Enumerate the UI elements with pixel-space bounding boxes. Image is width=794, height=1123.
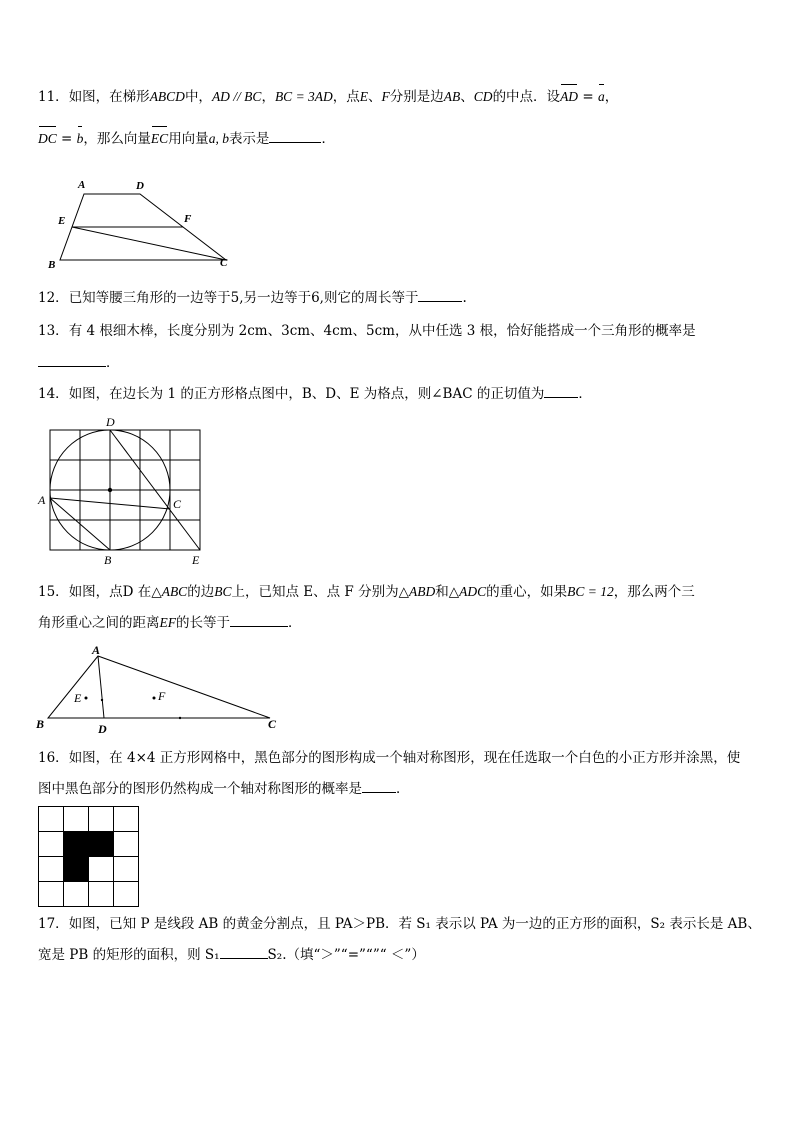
label-a: A [92, 643, 101, 657]
answer-blank[interactable] [418, 289, 462, 302]
grid-4x4-figure [38, 806, 140, 908]
math: BC [214, 584, 232, 599]
vector-ec: EC [151, 129, 168, 149]
answer-blank[interactable] [220, 946, 268, 959]
text: 的长等于 [176, 615, 230, 631]
text: 和 [435, 584, 449, 600]
vector-ad: AD [560, 87, 578, 107]
math: F [381, 89, 390, 104]
math: a, b [208, 131, 229, 146]
vector-a: a [598, 87, 605, 107]
text: 有 4 根细木棒，长度分别为 2cm、3cm、4cm、5cm，从中任选 3 根，恰好能搭成一个三角形的概率是 [68, 323, 696, 339]
text: ． [578, 386, 592, 402]
grid-circle-figure [34, 412, 214, 572]
math: = [578, 89, 598, 105]
text: 如图，在边长为 1 的正方形格点图中，B、D、E 为格点，则∠BAC 的正切值为 [68, 386, 545, 402]
label-c: C [173, 497, 182, 511]
trapezoid-figure [44, 172, 244, 282]
text: 的边 [187, 584, 215, 600]
label-b: B [48, 259, 56, 271]
label-f: F [158, 689, 166, 703]
center-dot [108, 488, 112, 492]
text: ． [106, 355, 120, 371]
question-number: 14． [38, 386, 69, 402]
text: 图中黑色部分的图形仍然构成一个轴对称图形的概率是 [38, 781, 362, 797]
math: BC = 12 [567, 584, 614, 599]
vector-dc: DC [38, 129, 57, 149]
label-d: D [136, 180, 144, 192]
grid-lines [50, 430, 200, 550]
text: . [462, 290, 467, 306]
question-number: 16． [38, 750, 69, 766]
question-15-line-2 [38, 613, 302, 633]
question-number: 13． [38, 323, 69, 339]
answer-blank[interactable] [362, 780, 396, 793]
text: 已知等腰三角形的一边等于5,另一边等于6,则它的周长等于 [68, 290, 419, 306]
answer-blank[interactable] [230, 614, 288, 627]
text: S₂.（填“＞”“=”“”“ ＜”） [267, 947, 425, 963]
text: 如图，在 4×4 正方形网格中，黑色部分的图形构成一个轴对称图形，现在任选取一个白色的小正方形并涂黑，使 [68, 750, 741, 766]
label-d: D [98, 722, 107, 736]
text: 如图，在梯形 [68, 89, 150, 105]
math: = [56, 131, 77, 147]
label-d: D [106, 415, 115, 429]
label-e: E [192, 553, 200, 567]
question-14 [38, 384, 592, 404]
math: CD [473, 89, 493, 104]
math: △ABC [151, 584, 188, 599]
math: △ABD [398, 584, 436, 599]
text: ，那么向量 [83, 131, 151, 147]
answer-blank[interactable] [544, 385, 578, 398]
text: 用向量 [168, 131, 209, 147]
text: 如图，已知 P 是线段 AB 的黄金分割点，且 PA＞PB．若 S₁ 表示以 PA 为一边的正方形的面积，S₂ 表示长是 AB、 [68, 916, 761, 932]
label-a: A [78, 179, 86, 191]
answer-blank[interactable] [269, 130, 321, 143]
question-number: 11． [38, 89, 69, 105]
text: ， [261, 89, 275, 105]
math: ABCD [149, 89, 185, 104]
math: BC = 3AD [274, 89, 333, 104]
text: 分别是边 [389, 89, 444, 105]
question-16-line-2 [38, 779, 410, 799]
black-cell [88, 831, 113, 856]
text: 的中点．设 [492, 89, 561, 105]
label-e: E [74, 691, 82, 705]
label-b: B [36, 717, 45, 731]
question-13-line-1 [38, 321, 696, 341]
answer-blank[interactable] [38, 354, 106, 367]
question-17-line-2 [38, 945, 425, 965]
label-c: C [220, 257, 228, 269]
text: 的重心，如果 [486, 584, 568, 600]
text: ，那么两个三 [613, 584, 695, 600]
text: ． [396, 781, 410, 797]
label-a: A [38, 493, 46, 507]
question-11-line-1 [38, 87, 618, 107]
label-b: B [104, 553, 112, 567]
question-number: 15． [38, 584, 69, 600]
label-c: C [268, 717, 277, 731]
question-number: 12． [38, 290, 69, 306]
math: AB [443, 89, 461, 104]
question-15-line-1 [38, 582, 695, 602]
math: AD // BC [211, 89, 262, 104]
text: ，点 [332, 89, 360, 105]
text: 如图，点D 在 [68, 584, 152, 600]
text: ． [321, 131, 335, 147]
text: 上，已知点 E、点 F 分别为 [231, 584, 399, 600]
question-12 [38, 288, 467, 308]
question-number: 17． [38, 916, 69, 932]
text: ， [604, 89, 619, 105]
text: 中， [184, 89, 212, 105]
label-e: E [58, 215, 66, 227]
question-17-line-1 [38, 914, 761, 934]
text: 角形重心之间的距离 [38, 615, 160, 631]
text: 、 [368, 89, 382, 105]
vector-b: b [77, 129, 84, 149]
text: 表示是 [228, 131, 270, 147]
triangle-centroid-figure [34, 644, 294, 736]
math: EF [159, 615, 176, 630]
text: 、 [460, 89, 474, 105]
question-16-line-1 [38, 748, 740, 768]
text: 宽是 PB 的矩形的面积，则 S₁ [38, 947, 220, 963]
question-13-line-2 [38, 353, 120, 373]
math: △ADC [448, 584, 487, 599]
grid-lines [39, 807, 139, 907]
math: E [359, 89, 369, 104]
text: ． [288, 615, 302, 631]
label-f: F [184, 213, 192, 225]
question-11-line-2 [38, 129, 335, 149]
